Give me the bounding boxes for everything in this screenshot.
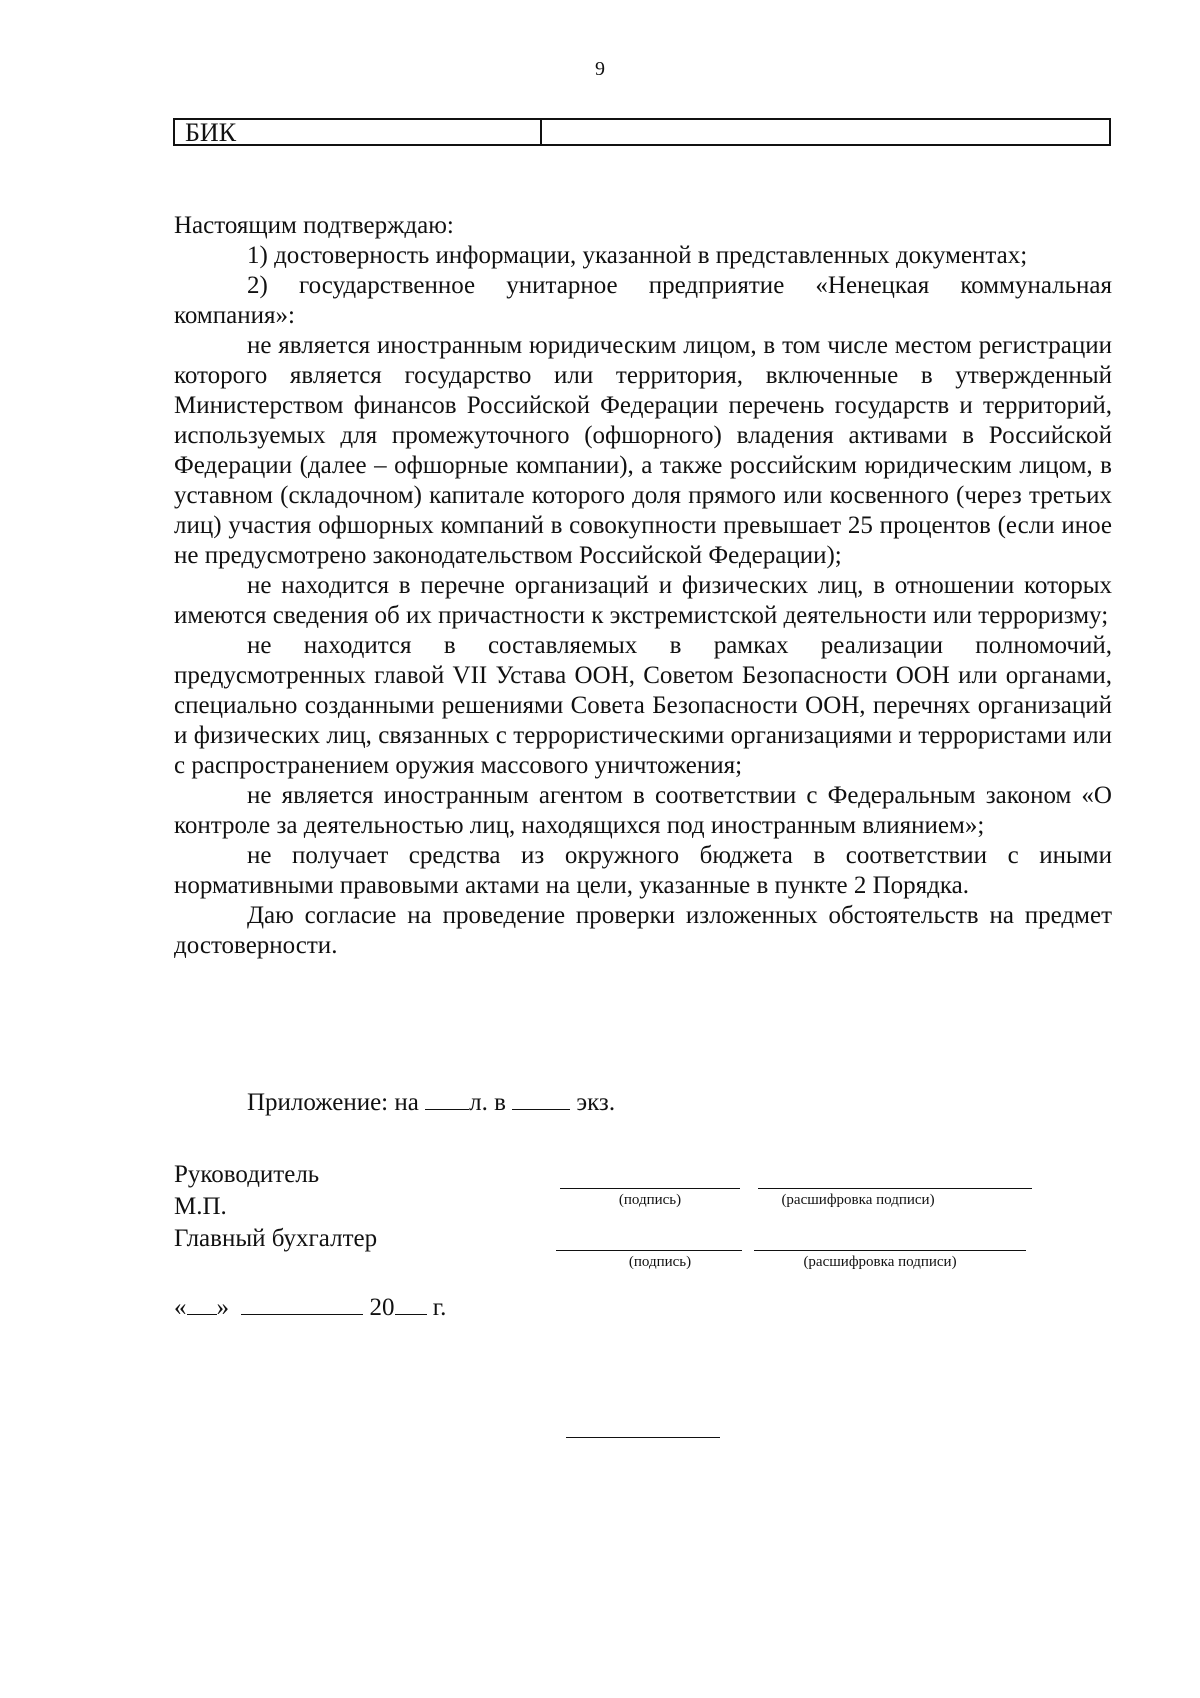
head-signature-line[interactable] — [560, 1188, 740, 1189]
date-day-field[interactable] — [187, 1290, 217, 1315]
confirmation-item-2: 2) государственное унитарное предприятие «Ненецкая коммунальная компания»: — [174, 272, 1112, 329]
head-decoding-line[interactable] — [758, 1188, 1032, 1189]
confirmation-text — [174, 211, 1112, 961]
clause-budget: не получает средства из окружного бюджета в соответствии с иными нормативными правовыми актами на цели, указанные в пункте 2 Порядка. — [174, 842, 1112, 899]
head-label: Руководитель — [174, 1161, 320, 1188]
date-year-suffix: г. — [432, 1294, 447, 1321]
head-decoding-caption: (расшифровка подписи) — [781, 1192, 935, 1208]
clause-offshore: не является иностранным юридическим лицом, в том числе местом регистрации которого является государство или территория, включенные в утвержденный Министерством финансов Российской Федерации перечень государств и территорий, используемых для промежуточного (офшорного) владения активами в Российской Федерации (далее – офшорные компании), а также российским юридическим лицом, в уставном (складочном) капитале которого доля прямого или косвенного (через третьих лиц) участия офшорных компаний в совокупности превышает 25 процентов (если иное не предусмотрено законодательством Российской Федерации); — [174, 332, 1112, 569]
head-signature-caption: (подпись) — [618, 1192, 682, 1208]
confirmation-item-1: 1) достоверность информации, указанной в представленных документах; — [247, 242, 1028, 269]
bik-label: БИК — [175, 120, 542, 144]
accountant-signature-line[interactable] — [556, 1250, 742, 1251]
date-open-quote: « — [174, 1294, 187, 1321]
appendix-suffix: экз. — [576, 1089, 616, 1116]
date-close-quote: » — [216, 1294, 229, 1321]
accountant-decoding-line[interactable] — [754, 1250, 1026, 1251]
appendix-prefix: Приложение: на — [247, 1089, 419, 1116]
accountant-label: Главный бухгалтер — [174, 1225, 378, 1252]
stamp-label: М.П. — [174, 1193, 227, 1220]
date-year-field[interactable] — [395, 1290, 427, 1315]
clause-un-sanctions: не находится в составляемых в рамках реализации полномочий, предусмотренных главой VII Устава ООН, Советом Безопасности ООН или органами, специально созданными решениями Совета Безопасности ООН, перечнях организаций и физических лиц, связанных с террористическими организациями и террористами или с распространением оружия массового уничтожения; — [174, 632, 1112, 779]
confirmation-intro: Настоящим подтверждаю: — [174, 212, 454, 239]
page-number: 9 — [595, 58, 605, 80]
date-month-field[interactable] — [241, 1290, 363, 1315]
appendix-middle: л. в — [469, 1089, 506, 1116]
clause-extremism: не находится в перечне организаций и физических лиц, в отношении которых имеются сведения об их причастности к экстремистской деятельности или терроризму; — [174, 572, 1112, 629]
clause-foreign-agent: не является иностранным агентом в соответствии с Федеральным законом «О контроле за деятельностью лиц, находящихся под иностранным влиянием»; — [174, 782, 1112, 839]
appendix-line — [247, 1085, 615, 1118]
accountant-signature-caption: (подпись) — [628, 1254, 692, 1270]
date-line — [174, 1290, 446, 1323]
footer-divider — [566, 1437, 720, 1438]
appendix-pages-field[interactable] — [425, 1085, 469, 1110]
bik-table — [173, 118, 1111, 146]
date-year-prefix: 20 — [369, 1294, 395, 1321]
appendix-copies-field[interactable] — [512, 1085, 570, 1110]
consent-statement: Даю согласие на проведение проверки изложенных обстоятельств на предмет достоверности. — [174, 902, 1112, 959]
accountant-decoding-caption: (расшифровка подписи) — [803, 1254, 957, 1270]
bik-value[interactable] — [542, 120, 1109, 144]
